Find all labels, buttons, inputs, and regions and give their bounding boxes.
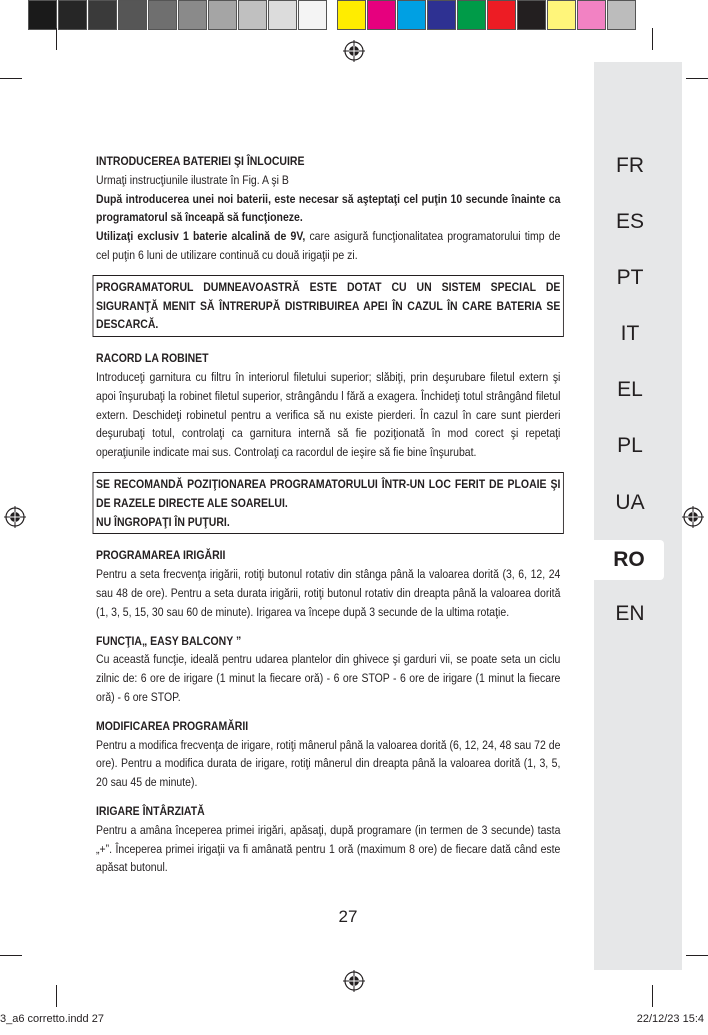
paragraph: Introduceţi garnitura cu filtru în interiorul filetului superior; slăbiţi, prin deşurubare filetul extern şi apoi înşurubaţi la robinet filetul superior, strângându l fără a exagera. Închideţi totul strângând filetul extern. Deschideţi robinetul pentru a verifica să nu existe pierderi. În cazul în care sunt pierderi deşurubaţi totul, controlaţi ca garnitura internă să fie poziţionată în mod corect şi repetaţi operaţiunile indicate mai sus. Controlaţi ca racordul de ieşire să fie bine înşurubat. — [96, 369, 561, 460]
page-number-text: 27 — [338, 907, 358, 926]
gray-swatch — [148, 0, 177, 30]
modify-programming-section — [96, 717, 560, 792]
color-swatch — [517, 0, 546, 30]
color-swatch — [577, 0, 606, 30]
language-tab-ro-active[interactable]: RO — [594, 540, 664, 580]
color-swatch — [427, 0, 456, 30]
delayed-irrigation-section — [96, 802, 560, 877]
language-sidebar — [594, 62, 682, 970]
language-tab-en[interactable]: EN — [615, 602, 645, 625]
bold-text: Utilizaţi exclusiv 1 baterie alcalină de 9V, — [96, 229, 306, 244]
notice-line: SE RECOMANDĂ POZIŢIONAREA PROGRAMATORULUI ÎNTR-UN LOC FERIT DE PLOAIE ŞI DE RAZELE DIRECTE ALE SOARELUI. — [96, 476, 561, 510]
color-calibration-bar — [28, 0, 637, 30]
registration-mark-icon — [343, 40, 365, 62]
crop-mark — [0, 78, 22, 79]
gray-swatch — [88, 0, 117, 30]
language-tab-pt[interactable]: PT — [616, 266, 644, 289]
paragraph: Pentru a amâna începerea primei irigări, apăsaţi, după programare (in termen de 3 secunde) tasta „+”. Începerea primei irigaţii va fi amânată pentru 1 oră (maximum 8 ore) de fiecare dată când este apăsat butonul. — [96, 822, 561, 875]
placement-notice-box — [93, 472, 564, 534]
gray-swatch — [118, 0, 147, 30]
color-swatch — [457, 0, 486, 30]
section-title: IRIGARE ÎNTÂRZIATĂ — [96, 803, 205, 818]
gray-swatch — [208, 0, 237, 30]
section-title: PROGRAMAREA IRIGĂRII — [96, 548, 226, 563]
paragraph: Pentru a seta frecvenţa irigării, rotiţi butonul rotativ din stânga până la valoarea dorită (3, 6, 12, 24 sau 48 de ore). Pentru a seta durata irigării, rotiţi butonul rotativ din dreapta până la valoarea dorită (1, 3, 5, 15, 30 sau 60 de minute). Irigarea va începe după 3 secunde de la ultima rotaţie. — [96, 567, 561, 619]
color-swatch — [397, 0, 426, 30]
language-tab-pl[interactable]: PL — [617, 434, 643, 457]
slug-filename: 3_a6 corretto.indd 27 — [0, 1013, 104, 1025]
paragraph — [96, 227, 560, 265]
language-tab-ua[interactable]: UA — [615, 491, 645, 514]
gray-swatch — [28, 0, 57, 30]
color-swatch — [607, 0, 636, 30]
paragraph: Pentru a modifica frecvenţa de irigare, rotiţi mânerul până la valoarea dorită (6, 12, 24, 48 sau 72 de ore). Pentru a modifica durata de irigare, rotiţi mânerul din dreapta până la valoarea dorită (1, 3, 5, 20 sau 45 de minute). — [96, 737, 561, 790]
programming-section — [96, 546, 560, 621]
registration-mark-icon — [682, 506, 704, 528]
language-tab-es[interactable]: ES — [615, 210, 644, 233]
registration-mark-icon — [343, 970, 365, 992]
slug-timestamp: 22/12/23 15:4 — [636, 1013, 704, 1025]
gray-swatch — [268, 0, 297, 30]
bold-paragraph: După introducerea unei noi baterii, este necesar să aşteptaţi cel puţin 10 secunde înainte ca programatorul să înceapă să funcţioneze. — [96, 191, 561, 225]
paragraph: Urmaţi instrucţiunile ilustrate în Fig. A şi B — [96, 172, 289, 187]
safety-notice-box: PROGRAMATORUL DUMNEAVOASTRĂ ESTE DOTAT CU UN SISTEM SPECIAL DE SIGURANŢĂ MENIT SĂ ÎNTRERUPĂ DISTRIBUIREA APEI ÎN CAZUL ÎN CARE BATERIA SE DESCARCĂ. — [93, 275, 564, 337]
gray-swatch — [238, 0, 267, 30]
crop-mark — [56, 28, 57, 50]
registration-mark-icon — [4, 506, 26, 528]
language-tab-it[interactable]: IT — [620, 322, 640, 345]
paragraph: Cu această funcţie, ideală pentru udarea plantelor din ghivece şi garduri vii, se poate seta un ciclu zilnic de: 6 ore de irigare (1 minut la fiecare oră) - 6 ore STOP - 6 ore de irigare (1 minut la fiecare oră) - 6 ore STOP. — [96, 652, 561, 704]
easy-balcony-section — [96, 632, 560, 707]
section-title: FUNCŢIA„ EASY BALCONY ” — [96, 633, 242, 648]
main-text-column — [96, 152, 561, 887]
color-swatch — [367, 0, 396, 30]
page-number — [0, 907, 708, 927]
crop-mark — [652, 28, 653, 50]
tap-connection-section — [96, 349, 560, 462]
color-swatch — [547, 0, 576, 30]
gray-swatch — [178, 0, 207, 30]
section-title: RACORD LA ROBINET — [96, 351, 209, 366]
color-swatch — [337, 0, 366, 30]
language-tab-fr[interactable]: FR — [616, 154, 644, 177]
section-title: INTRODUCEREA BATERIEI ŞI ÎNLOCUIRE — [96, 154, 305, 168]
crop-mark — [0, 955, 22, 956]
paragraph-text: care asigură funcţionalitatea programatorului timp de cel puţin 6 luni de utilizare continuă cu două irigaţii pe zi. — [96, 229, 561, 262]
crop-mark — [686, 78, 708, 79]
crop-mark — [686, 955, 708, 956]
crop-mark — [56, 985, 57, 1007]
language-tab-el[interactable]: EL — [617, 378, 643, 401]
battery-section — [96, 152, 560, 265]
color-swatch — [487, 0, 516, 30]
notice-line: NU ÎNGROPAŢI ÎN PUŢURI. — [96, 514, 230, 529]
crop-mark — [652, 985, 653, 1007]
section-title: MODIFICAREA PROGRAMĂRII — [96, 718, 249, 733]
gray-swatch — [298, 0, 327, 30]
gray-swatch — [58, 0, 87, 30]
